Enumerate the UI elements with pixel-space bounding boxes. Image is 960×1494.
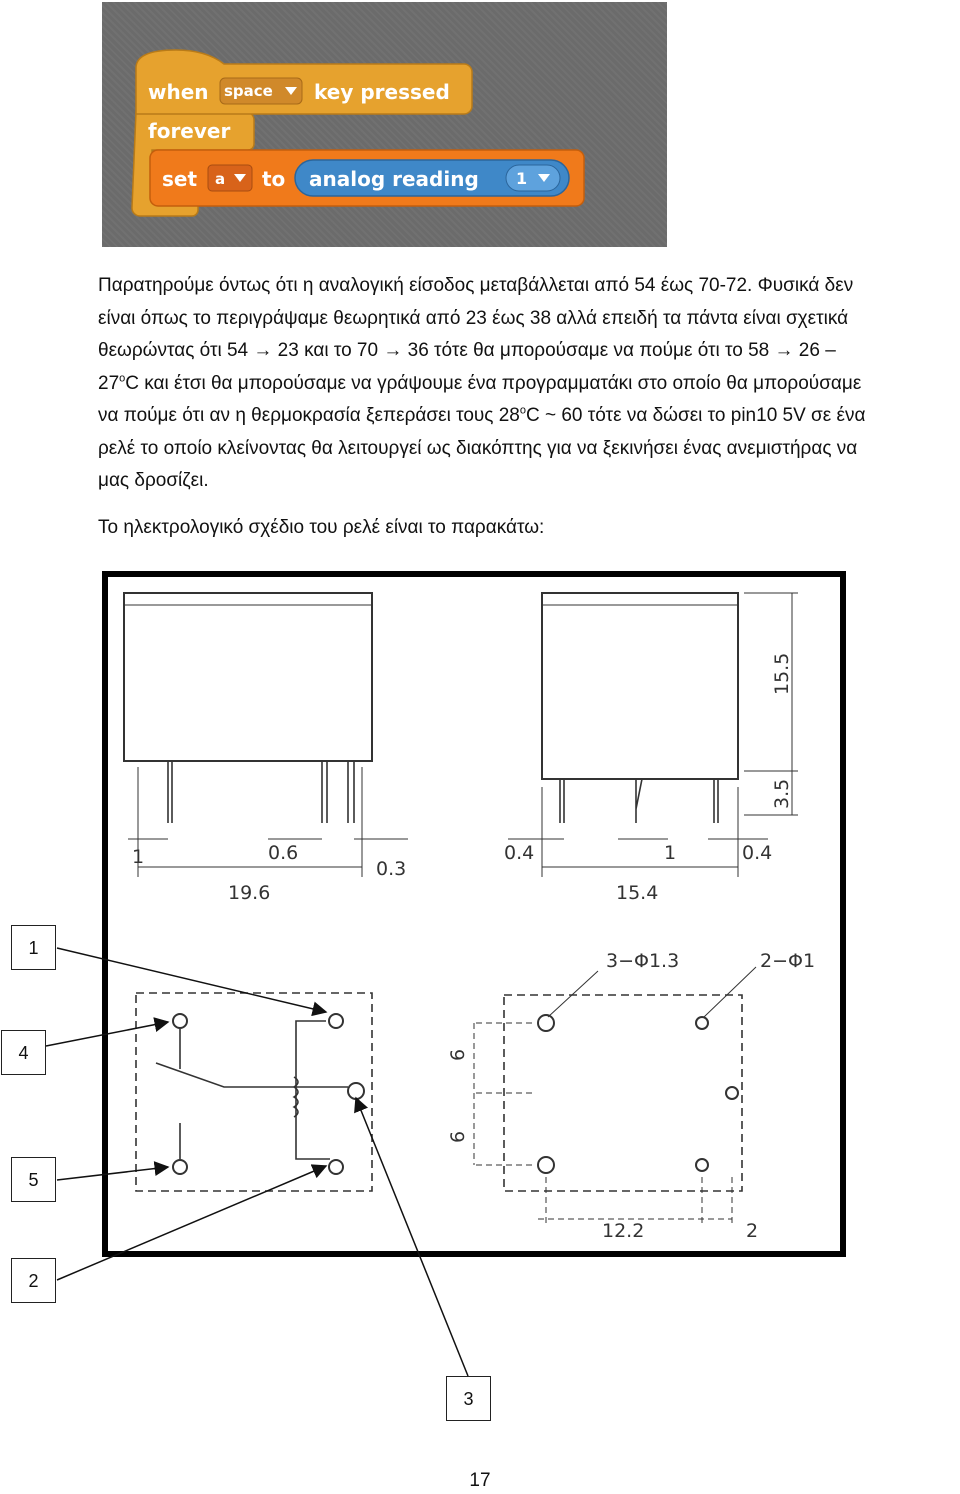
key-value: space	[224, 82, 273, 100]
arrow-icon: →	[774, 340, 794, 361]
pin-value: 1	[516, 169, 528, 188]
dimension-label-d6b: 6	[447, 1130, 469, 1143]
pin-label-1: 1	[11, 925, 56, 970]
pin-label-5: 5	[11, 1157, 56, 1202]
reporter-label: analog reading	[309, 167, 479, 191]
pin-label-3: 3	[446, 1376, 491, 1421]
text-line: 27$^o$C και έτσι θα μπορούσαμε να γράψουμε ένα προγραμματάκι στο οποίο θα μπορούσαμε	[98, 372, 862, 394]
dimension-label-d155: 15.5	[771, 652, 793, 695]
var-value: a	[215, 170, 226, 188]
dimension-label-holes3: 3−Φ1.3	[606, 950, 680, 972]
text-line: ρελέ το οποίο κλείνοντας θα λειτουργεί ως διακόπτης για να ξεκινήσει ένας ανεμιστήρας να	[98, 437, 858, 459]
pin-label-2: 2	[11, 1258, 56, 1303]
arrow-icon: →	[383, 340, 403, 361]
page-number: 17	[469, 1470, 491, 1491]
key-pressed-label: key pressed	[314, 80, 450, 104]
dimension-label-d04b: 0.4	[742, 842, 773, 864]
text-line: να πούμε ότι αν η θερμοκρασία ξεπεράσει τους 28$^o$C ~ 60 τότε να δώσει το pin10 5V σε ένα	[98, 404, 866, 426]
to-label: to	[262, 167, 286, 191]
dimension-label-d04a: 0.4	[504, 842, 535, 864]
pin-label-4: 4	[1, 1030, 46, 1075]
when-label: when	[148, 80, 209, 104]
dimension-label-d35: 3.5	[771, 778, 793, 809]
dimension-label-d6a: 6	[447, 1048, 469, 1061]
figure-caption: Το ηλεκτρολογικό σχέδιο του ρελέ είναι το παρακάτω:	[98, 517, 545, 538]
text-line: είναι όπως το περιγράψαμε θεωρητικά από 23 έως 38 αλλά επειδή τα πάντα είναι σχετικά	[98, 307, 849, 329]
text-line: μας δροσίζει.	[98, 470, 209, 491]
text-line: Παρατηρούμε όντως ότι η αναλογική είσοδος μεταβάλλεται από 54 έως 70-72. Φυσικά δεν	[98, 275, 854, 296]
dimension-label-holes2: 2−Φ1	[760, 950, 816, 972]
dimension-label-d2: 2	[746, 1220, 759, 1242]
forever-label: forever	[148, 119, 231, 143]
dimension-label-d1b: 1	[664, 842, 677, 864]
text-line: θεωρώντας ότι 54 → 23 και το 70 → 36 τότε θα μπορούσαμε να πούμε ότι το 58 → 26 –	[98, 340, 836, 361]
dimension-label-d03: 0.3	[376, 858, 407, 880]
dimension-label-d06: 0.6	[268, 842, 299, 864]
dimension-label-d154: 15.4	[616, 882, 659, 904]
dimension-label-d196: 19.6	[228, 882, 271, 904]
dimension-label-d1: 1	[132, 846, 145, 868]
dimension-label-d122: 12.2	[602, 1220, 645, 1242]
arrow-icon: →	[253, 340, 273, 361]
set-label: set	[162, 167, 198, 191]
